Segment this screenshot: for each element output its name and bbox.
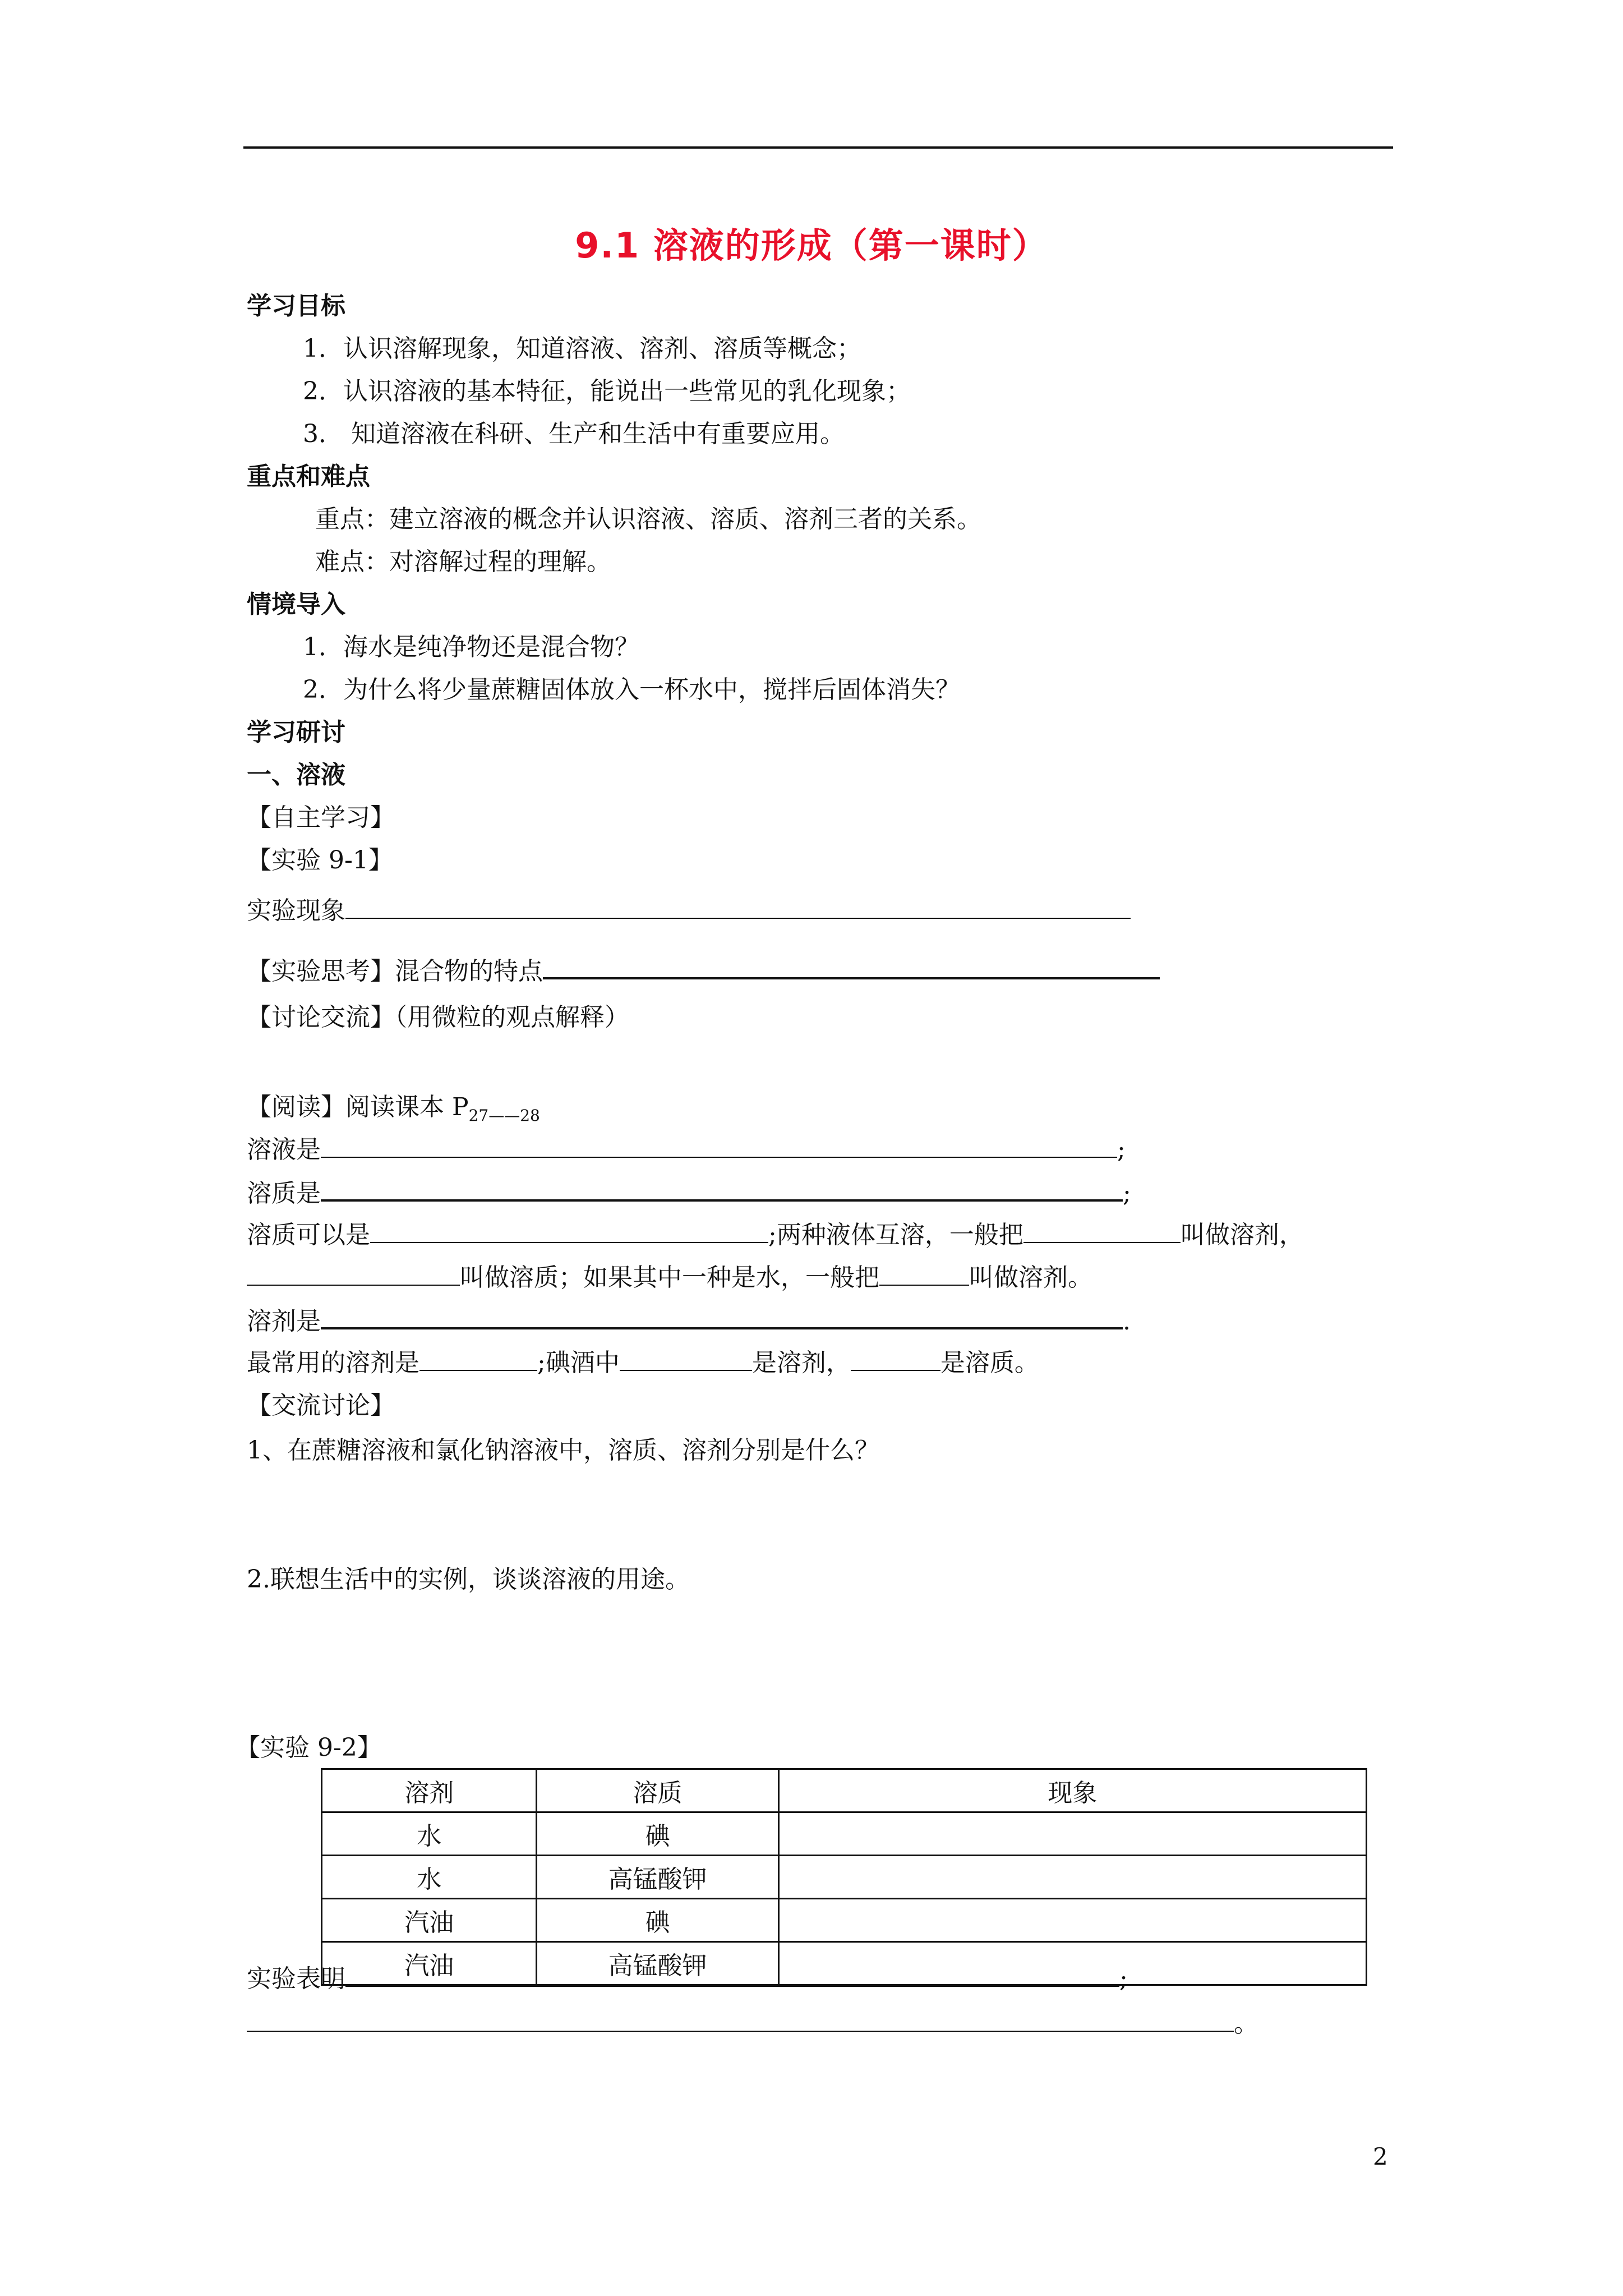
table-row — [322, 1856, 1367, 1899]
read-label: 【阅读】阅读课本 P — [247, 1093, 469, 1121]
experiment-2-label: 【实验 9-2】 — [236, 1733, 382, 1762]
objectives-heading: 学习目标 — [247, 292, 345, 320]
table-cell: 水 — [322, 1812, 537, 1856]
result-blank-2[interactable] — [247, 2007, 1234, 2032]
result-line-2: 。 — [247, 2007, 1258, 2041]
solution-blank[interactable] — [321, 1133, 1117, 1158]
table-header-row — [322, 1769, 1367, 1812]
table-row — [322, 1899, 1367, 1942]
page-title: 9.1 溶液的形成（第一课时） — [575, 225, 1048, 266]
intro-heading: 情境导入 — [247, 590, 345, 619]
difficulty-text: 难点：对溶解过程的理解。 — [315, 547, 611, 576]
experiment-table — [321, 1768, 1367, 1986]
intro-item: 2．为什么将少量蔗糖固体放入一杯水中，搅拌后固体消失？ — [303, 675, 960, 704]
common-solvent-line — [247, 1346, 1039, 1380]
table-cell: 碘 — [537, 1899, 778, 1942]
objective-item: 2．认识溶液的基本特征，能说出一些常见的乳化现象； — [303, 377, 911, 406]
tincture-solute-blank[interactable] — [851, 1346, 940, 1371]
question-2: 2.联想生活中的实例，谈谈溶液的用途。 — [247, 1565, 690, 1594]
phenomenon-label: 实验现象 — [247, 896, 345, 925]
read-line — [247, 1091, 540, 1133]
solvent-def-blank[interactable] — [321, 1304, 1123, 1329]
table-header-cell: 溶质 — [537, 1769, 778, 1812]
iodine-tincture-text: ;碘酒中 — [537, 1349, 620, 1377]
objective-item: 1．认识溶解现象，知道溶液、溶剂、溶质等概念； — [303, 334, 861, 363]
keypoints-heading: 重点和难点 — [247, 462, 370, 491]
table-cell-phenomenon[interactable] — [778, 1812, 1366, 1856]
question-1: 1、在蔗糖溶液和氯化钠溶液中，溶质、溶剂分别是什么？ — [247, 1436, 879, 1465]
table-cell: 高锰酸钾 — [537, 1942, 778, 1985]
solvent-label: 溶剂是 — [247, 1307, 321, 1336]
think-blank[interactable] — [543, 954, 1160, 979]
solvent-line: 溶剂是 . — [247, 1304, 1131, 1338]
solute-can-be-label: 溶质可以是 — [247, 1221, 370, 1249]
table-cell: 汽油 — [322, 1899, 537, 1942]
table-cell: 高锰酸钾 — [537, 1856, 778, 1899]
solute-blank[interactable] — [321, 1176, 1123, 1202]
result-blank[interactable] — [345, 1962, 1119, 1987]
solution-label: 溶液是 — [247, 1135, 321, 1164]
solution-line: 溶液是 ; — [247, 1133, 1126, 1167]
table-cell-phenomenon[interactable] — [778, 1856, 1366, 1899]
objective-item: 3． 知道溶液在科研、生产和生活中有重要应用。 — [303, 420, 845, 448]
solute-label: 溶质是 — [247, 1179, 321, 1208]
key-point-text: 重点：建立溶液的概念并认识溶液、溶质、溶剂三者的关系。 — [315, 505, 981, 533]
page-number: 2 — [1373, 2143, 1388, 2170]
read-page-range: 27——28 — [468, 1106, 540, 1125]
experiment-1-label: 【实验 9-1】 — [247, 846, 393, 875]
header-rule — [243, 146, 1393, 149]
phenomenon-blank[interactable] — [345, 894, 1131, 919]
called-solute-line — [247, 1261, 1092, 1295]
think-line — [247, 954, 1160, 988]
solute-name-blank[interactable] — [247, 1261, 460, 1286]
table-cell: 汽油 — [322, 1942, 537, 1985]
table-cell-phenomenon[interactable] — [778, 1899, 1366, 1942]
study-heading: 学习研讨 — [247, 718, 345, 747]
is-solvent-text: 是溶剂， — [751, 1349, 851, 1377]
called-solute-text: 叫做溶质；如果其中一种是水，一般把 — [460, 1263, 879, 1292]
solute-can-be-blank[interactable] — [370, 1218, 768, 1243]
is-solute-text: 是溶质。 — [940, 1349, 1039, 1377]
table-row — [322, 1812, 1367, 1856]
solvent-blank[interactable] — [1023, 1218, 1181, 1243]
solute-line: 溶质是 ; — [247, 1176, 1131, 1211]
self-study-label: 【自主学习】 — [247, 803, 395, 832]
table-cell: 碘 — [537, 1812, 778, 1856]
result-label: 实验表明 — [247, 1964, 345, 1993]
table-header-cell: 溶剂 — [322, 1769, 537, 1812]
phenomenon-line — [247, 894, 1131, 928]
table-cell: 水 — [322, 1856, 537, 1899]
called-solvent2-text: 叫做溶剂。 — [969, 1263, 1092, 1292]
two-liquids-text: ;两种液体互溶，一般把 — [768, 1221, 1023, 1249]
table-header-cell: 现象 — [778, 1769, 1366, 1812]
most-common-label: 最常用的溶剂是 — [247, 1349, 419, 1377]
called-solvent-text: 叫做溶剂， — [1180, 1221, 1304, 1249]
think-label: 【实验思考】混合物的特点 — [247, 957, 543, 986]
exchange-label: 【交流讨论】 — [247, 1391, 395, 1420]
result-line: 实验表明 ; — [247, 1962, 1128, 1996]
common-solvent-blank[interactable] — [419, 1346, 537, 1371]
section-heading: 一、溶液 — [247, 761, 345, 789]
intro-item: 1．海水是纯净物还是混合物？ — [303, 633, 639, 661]
discuss-label: 【讨论交流】（用微粒的观点解释） — [247, 1003, 629, 1032]
solute-can-be-line — [247, 1218, 1304, 1252]
water-role-blank[interactable] — [879, 1261, 969, 1286]
tincture-solvent-blank[interactable] — [620, 1346, 752, 1371]
